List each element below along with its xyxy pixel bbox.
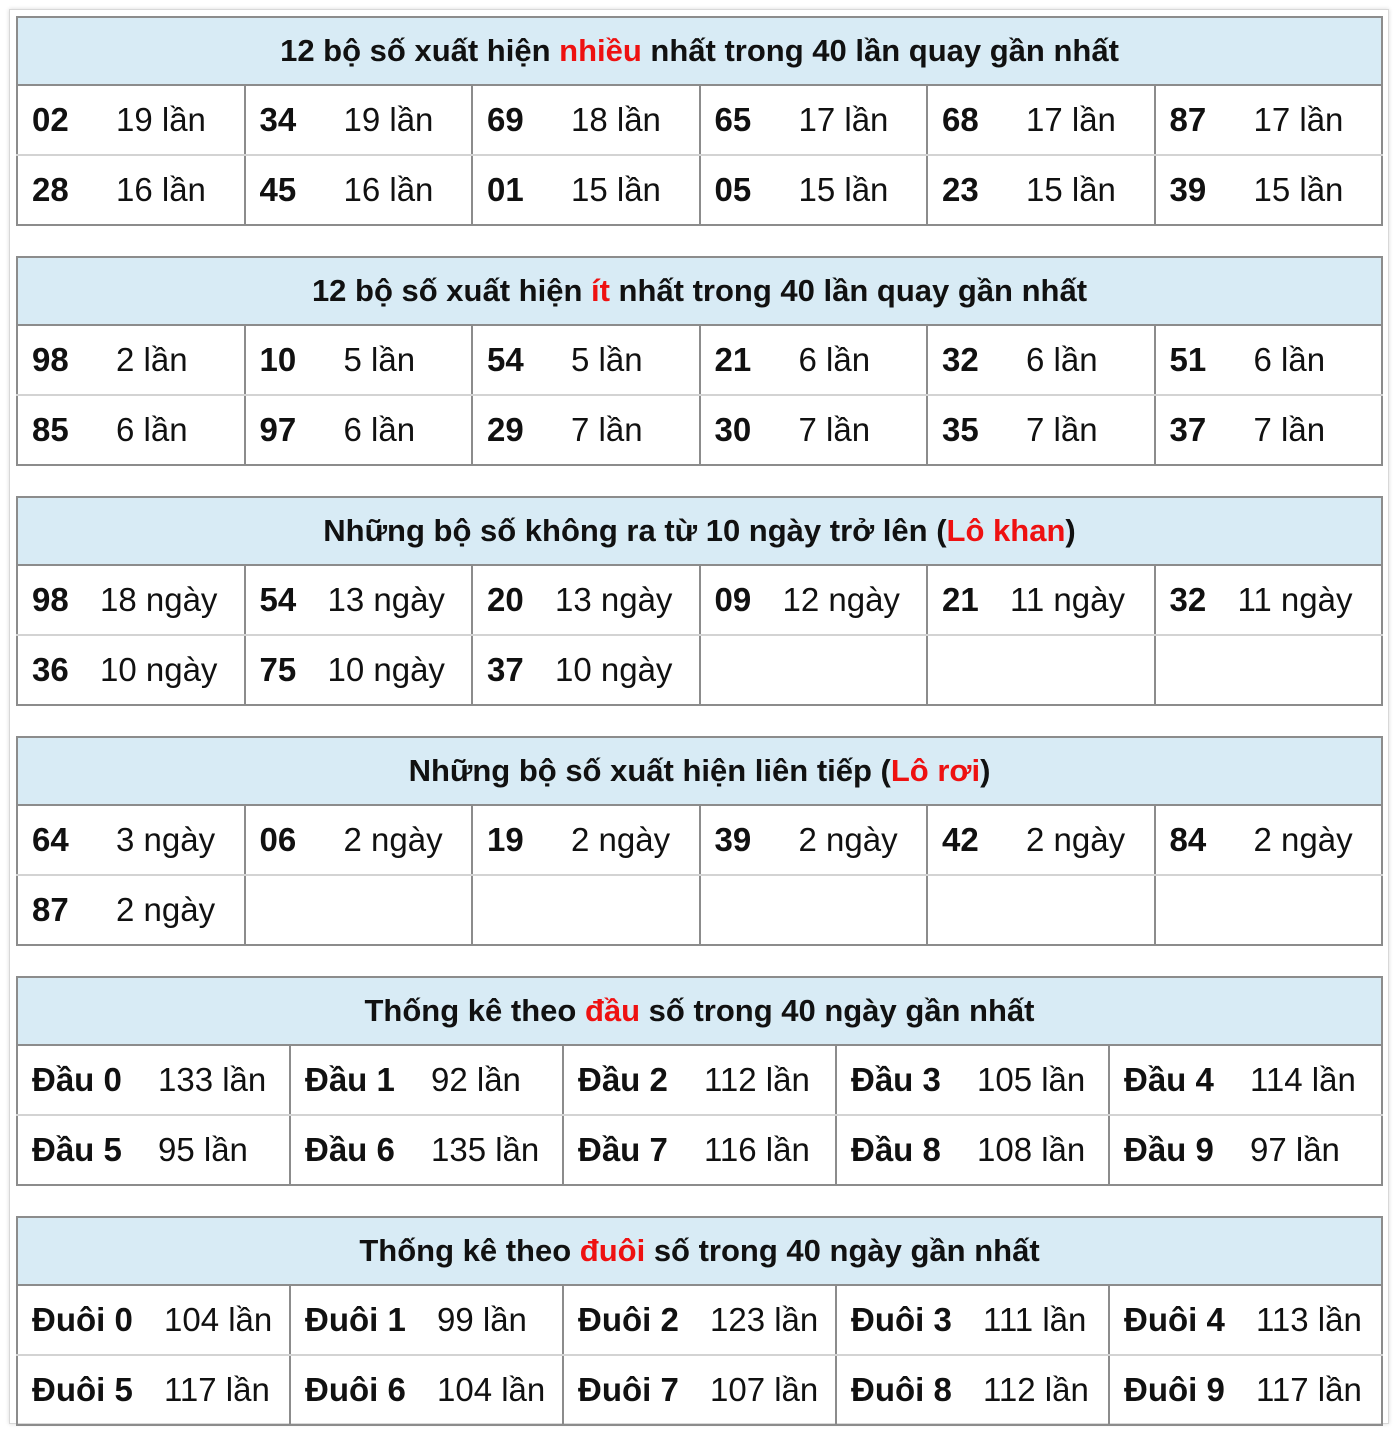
stat-cell [836,1285,1109,1355]
stat-count: 19 lần [343,101,434,138]
stat-count: 123 lần [710,1301,819,1338]
stat-count: 111 lần [983,1301,1087,1338]
stat-number: 54 [259,581,297,618]
stat-cell [1109,1355,1382,1425]
stat-cell [17,155,245,225]
stat-cell [927,805,1155,875]
stat-count: 6 lần [116,411,188,448]
stat-number: 32 [942,341,979,378]
stat-cell [290,1355,563,1425]
stats-table [16,496,1383,706]
stat-number: 20 [487,581,524,618]
stat-number: 28 [32,171,69,208]
stat-cell [472,325,700,395]
stat-number: Đầu 3 [851,1061,941,1098]
stat-number: Đầu 8 [851,1131,941,1168]
stat-count: 107 lần [710,1371,819,1408]
stat-cell [290,1115,563,1185]
stat-cell [563,1115,836,1185]
table-title [17,497,1382,565]
stat-cell [245,635,473,705]
stat-number: 98 [32,581,69,618]
stat-number: 42 [942,821,979,858]
stat-count: 7 lần [798,411,871,448]
stat-cell [472,395,700,465]
stat-cell [17,875,245,945]
table-row [17,565,1382,635]
stat-count: 114 lần [1250,1061,1356,1098]
stat-count: 10 ngày [327,651,445,688]
stat-count: 7 lần [1253,411,1326,448]
stat-number: Đuôi 7 [578,1371,679,1408]
stat-cell [927,565,1155,635]
stat-cell [563,1045,836,1115]
stat-cell [17,1355,290,1425]
stat-cell [700,155,928,225]
stat-number: 54 [487,341,524,378]
stat-cell [1155,325,1383,395]
stat-count: 10 ngày [555,651,673,688]
stat-count: 6 lần [798,341,871,378]
stat-count: 15 lần [1253,171,1344,208]
stat-cell [472,155,700,225]
stat-count: 18 ngày [100,581,218,618]
stat-cell [17,635,245,705]
stat-number: 23 [942,171,979,208]
table-row [17,805,1382,875]
stat-cell [1109,1045,1382,1115]
stats-container [16,16,1383,1456]
stat-count: 7 lần [1026,411,1098,448]
stat-count: 6 lần [1253,341,1326,378]
table-row [17,155,1382,225]
stat-count: 2 ngày [798,821,898,858]
stat-count: 12 ngày [782,581,900,618]
stat-cell [563,1355,836,1425]
stat-cell [245,85,473,155]
stat-count: 2 ngày [1026,821,1126,858]
stat-cell [1155,395,1383,465]
stat-count: 3 ngày [116,821,216,858]
stat-number: 85 [32,411,69,448]
table-row [17,635,1382,705]
stat-count: 15 lần [571,171,661,208]
stat-number: 05 [714,171,752,208]
title-text: nhất trong 40 lần quay gần nhất [609,273,1088,308]
stat-count: 116 lần [704,1131,810,1168]
stat-count: 112 lần [704,1061,810,1098]
stat-number: 36 [32,651,69,688]
table-row [17,875,1382,945]
stat-cell [1155,805,1383,875]
stat-count: 104 lần [164,1301,273,1338]
stat-number: 51 [1169,341,1207,378]
stat-cell [836,1115,1109,1185]
stat-cell [17,325,245,395]
title-text: Những bộ số xuất hiện liên tiếp ( [408,753,891,788]
stat-count: 112 lần [983,1371,1089,1408]
stat-cell [563,1285,836,1355]
stat-cell [927,875,1155,945]
stat-cell [700,805,928,875]
table-title [17,257,1382,325]
title-text: ) [980,753,991,788]
stat-cell [927,155,1155,225]
stat-number: Đuôi 2 [578,1301,679,1338]
stat-number: Đầu 4 [1124,1061,1214,1098]
stat-cell [245,155,473,225]
stat-count: 17 lần [1026,101,1116,138]
stat-number: 45 [259,171,297,208]
stat-number: Đuôi 5 [32,1371,133,1408]
stat-cell [472,805,700,875]
stat-count: 5 lần [571,341,643,378]
stat-number: 68 [942,101,979,138]
stat-cell [700,325,928,395]
title-text: nhất trong 40 lần quay gần nhất [641,33,1119,68]
stat-count: 19 lần [116,101,206,138]
table-title [17,1217,1382,1285]
stat-cell [1109,1115,1382,1185]
title-text: 12 bộ số xuất hiện [311,273,591,308]
stat-cell [17,85,245,155]
stat-number: Đầu 0 [32,1061,122,1098]
stat-number: Đuôi 8 [851,1371,952,1408]
title-highlight: ít [591,273,610,308]
stat-cell [927,635,1155,705]
stat-cell [700,395,928,465]
table-row [17,395,1382,465]
stat-count: 2 lần [116,341,188,378]
stat-count: 13 ngày [327,581,445,618]
stat-count: 17 lần [1253,101,1344,138]
stat-number: 64 [32,821,69,858]
stat-cell [1155,85,1383,155]
stat-count: 108 lần [977,1131,1086,1168]
stat-number: Đầu 2 [578,1061,668,1098]
stat-cell [700,565,928,635]
stat-count: 117 lần [1256,1371,1362,1408]
stat-number: Đầu 5 [32,1131,122,1168]
stat-cell [472,565,700,635]
stat-cell [245,805,473,875]
stat-number: 34 [259,101,297,138]
stat-number: 32 [1169,581,1207,618]
title-text: 12 bộ số xuất hiện [280,33,560,68]
stats-table [16,736,1383,946]
stat-cell [17,565,245,635]
stat-number: 30 [714,411,752,448]
title-highlight: nhiều [559,33,642,68]
stats-table [16,16,1383,226]
stat-number: 39 [714,821,752,858]
stat-count: 16 lần [343,171,434,208]
stat-cell [17,1115,290,1185]
stat-cell [927,395,1155,465]
stat-number: 39 [1169,171,1207,208]
stat-number: 06 [259,821,297,858]
stat-number: 21 [942,581,979,618]
title-text: Thống kê theo [364,993,585,1028]
stat-cell [472,635,700,705]
stat-count: 2 ngày [116,891,216,928]
stat-number: 21 [714,341,752,378]
stat-count: 133 lần [158,1061,267,1098]
stat-cell [1155,565,1383,635]
stat-cell [290,1285,563,1355]
stat-number: 65 [714,101,752,138]
stat-cell [700,635,928,705]
title-highlight: đầu [584,993,641,1028]
stat-number: 84 [1169,821,1207,858]
stat-number: Đầu 6 [305,1131,395,1168]
stat-cell [245,875,473,945]
stat-number: 97 [259,411,297,448]
stat-count: 92 lần [431,1061,521,1098]
stat-cell [1155,875,1383,945]
stat-number: Đuôi 3 [851,1301,952,1338]
stat-count: 2 ngày [1253,821,1353,858]
stat-cell [1155,635,1383,705]
stat-count: 6 lần [343,411,416,448]
title-highlight: Lô rơi [890,753,981,788]
table-title [17,737,1382,805]
stat-cell [17,395,245,465]
stat-cell [836,1045,1109,1115]
stat-count: 6 lần [1026,341,1098,378]
stat-count: 10 ngày [100,651,218,688]
stat-count: 7 lần [571,411,643,448]
stat-number: 35 [942,411,979,448]
stat-count: 117 lần [164,1371,270,1408]
table-row [17,1285,1382,1355]
table-row [17,1045,1382,1115]
stat-count: 2 ngày [343,821,443,858]
stat-count: 104 lần [437,1371,546,1408]
stat-cell [17,805,245,875]
title-highlight: đuôi [579,1233,646,1268]
table-title [17,977,1382,1045]
stat-number: 02 [32,101,69,138]
stat-count: 97 lần [1250,1131,1340,1168]
stat-cell [290,1045,563,1115]
stat-count: 15 lần [1026,171,1116,208]
table-row [17,325,1382,395]
stat-count: 113 lần [1256,1301,1362,1338]
table-title [17,17,1382,85]
stat-cell [1155,155,1383,225]
table-row [17,1355,1382,1425]
stat-number: Đuôi 1 [305,1301,406,1338]
stat-count: 99 lần [437,1301,527,1338]
title-text: số trong 40 ngày gần nhất [645,1233,1040,1268]
title-highlight: Lô khan [946,513,1066,548]
stat-count: 18 lần [571,101,661,138]
stat-cell [700,85,928,155]
stat-number: 69 [487,101,524,138]
stat-cell [245,325,473,395]
stat-cell [927,85,1155,155]
stat-count: 16 lần [116,171,206,208]
title-text: Những bộ số không ra từ 10 ngày trở lên ( [323,513,947,548]
stat-cell [472,85,700,155]
stat-cell [472,875,700,945]
stat-number: 10 [259,341,297,378]
stat-number: 19 [487,821,524,858]
stat-number: 87 [32,891,69,928]
stat-cell [245,395,473,465]
stat-count: 11 ngày [1010,581,1125,618]
stats-table [16,256,1383,466]
stat-count: 15 lần [798,171,889,208]
stat-count: 135 lần [431,1131,540,1168]
title-text: số trong 40 ngày gần nhất [640,993,1035,1028]
stat-count: 17 lần [798,101,889,138]
stat-count: 11 ngày [1237,581,1353,618]
title-text: Thống kê theo [359,1233,580,1268]
stat-cell [17,1045,290,1115]
stat-number: Đầu 1 [305,1061,395,1098]
stat-number: Đầu 9 [1124,1131,1214,1168]
stat-number: Đuôi 4 [1124,1301,1225,1338]
stat-number: 37 [1169,411,1207,448]
stat-number: Đuôi 6 [305,1371,406,1408]
stat-cell [700,875,928,945]
stat-cell [927,325,1155,395]
stat-number: 29 [487,411,524,448]
stat-count: 105 lần [977,1061,1086,1098]
stat-number: Đầu 7 [578,1131,668,1168]
stat-number: Đuôi 0 [32,1301,133,1338]
stat-cell [17,1285,290,1355]
stat-number: 01 [487,171,524,208]
stats-table [16,976,1383,1186]
stat-number: Đuôi 9 [1124,1371,1225,1408]
stat-count: 13 ngày [555,581,673,618]
stat-count: 95 lần [158,1131,248,1168]
stat-count: 2 ngày [571,821,671,858]
stat-count: 5 lần [343,341,416,378]
table-row [17,1115,1382,1185]
stat-cell [245,565,473,635]
title-text: ) [1065,513,1076,548]
stat-number: 75 [259,651,297,688]
stats-table [16,1216,1383,1426]
stat-number: 09 [714,581,752,618]
stat-number: 98 [32,341,69,378]
stat-number: 37 [487,651,524,688]
table-row [17,85,1382,155]
stat-cell [1109,1285,1382,1355]
stat-number: 87 [1169,101,1207,138]
stat-cell [836,1355,1109,1425]
